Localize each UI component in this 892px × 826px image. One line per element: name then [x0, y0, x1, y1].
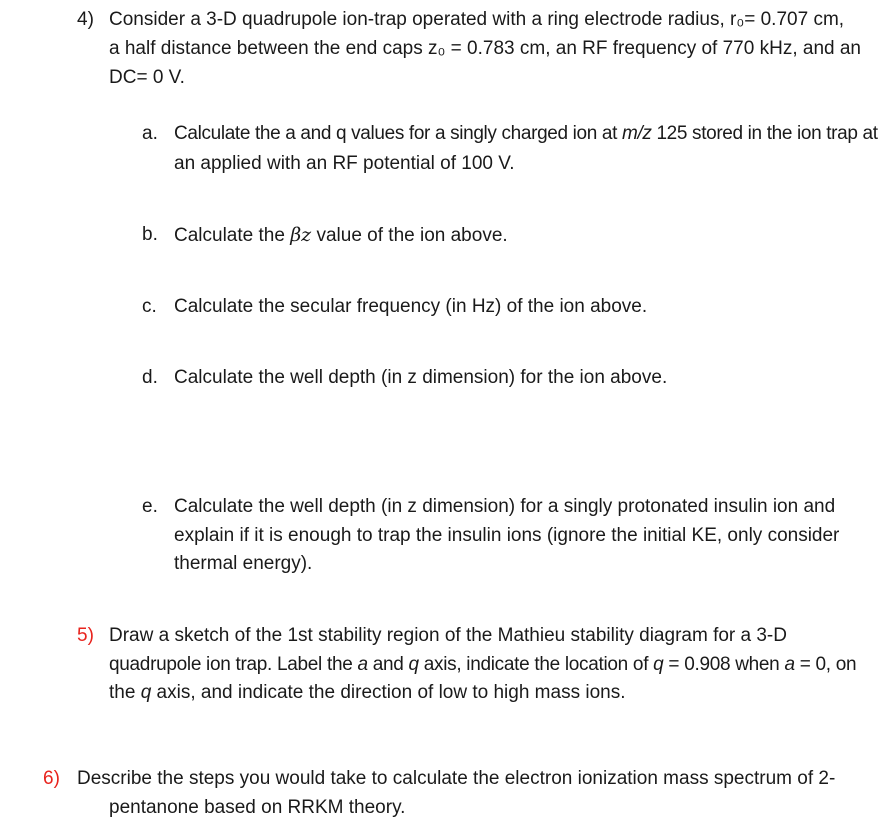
q5-text-1: quadrupole ion trap. Label the	[109, 654, 358, 675]
q5-text-2: and	[367, 654, 409, 675]
question-4-line-1: Consider a 3-D quadrupole ion-trap operated with a ring electrode radius, r₀= 0.707 cm,	[109, 9, 845, 30]
q5-var-q: q	[408, 654, 419, 675]
question-4-number: 4)	[77, 9, 94, 30]
part-e-line-3: thermal energy).	[174, 553, 313, 574]
part-a-text-post: 125 stored in the ion trap at	[651, 123, 878, 144]
part-d-label: d.	[142, 367, 158, 388]
part-d-line: Calculate the well depth (in z dimension) for the ion above.	[174, 367, 668, 388]
q5-text-5: = 0, on	[794, 654, 857, 675]
question-6-line-2: pentanone based on RRKM theory.	[109, 797, 406, 818]
question-5-line-3	[109, 679, 625, 707]
part-a-mz: m/z	[621, 123, 652, 144]
question-5-number: 5)	[77, 625, 94, 646]
q5-text-6: the	[109, 682, 141, 703]
part-a-line-1	[174, 120, 878, 148]
part-b-text-post: value of the ion above.	[311, 225, 508, 246]
q5-var-a: a	[357, 654, 368, 675]
q5-var-q-2: q	[653, 654, 664, 675]
part-c-line: Calculate the secular frequency (in Hz) of the ion above.	[174, 296, 648, 317]
part-e-label: e.	[142, 496, 158, 517]
part-b-label: b.	[142, 224, 158, 245]
question-4-line-2: a half distance between the end caps z₀ = 0.783 cm, an RF frequency of 770 kHz, and an	[109, 38, 861, 59]
q5-var-q-3: q	[140, 682, 152, 703]
part-a-line-2: an applied with an RF potential of 100 V.	[174, 153, 515, 174]
part-b-line	[174, 221, 508, 250]
q5-text-7: axis, and indicate the direction of low to high mass ions.	[151, 682, 626, 703]
question-6-number: 6)	[43, 768, 60, 789]
part-b-beta-z: βz	[290, 224, 312, 246]
question-4-line-3: DC= 0 V.	[109, 67, 185, 88]
question-5-line-1: Draw a sketch of the 1st stability region of the Mathieu stability diagram for a 3-D	[109, 625, 787, 646]
question-6-line-1: Describe the steps you would take to calculate the electron ionization mass spectrum of 2-	[77, 768, 836, 789]
q5-text-3: axis, indicate the location of	[418, 654, 654, 675]
part-e-line-1: Calculate the well depth (in z dimension) for a singly protonated insulin ion and	[174, 496, 836, 517]
q5-var-a-2: a	[784, 654, 795, 675]
part-b-text-pre: Calculate the	[174, 225, 291, 246]
part-e-line-2: explain if it is enough to trap the insulin ions (ignore the initial KE, only consider	[174, 525, 840, 546]
part-a-label: a.	[142, 123, 158, 144]
question-5-line-2	[109, 651, 856, 679]
q5-text-4: = 0.908 when	[663, 654, 785, 675]
part-c-label: c.	[142, 296, 157, 317]
part-a-text-pre: Calculate the a and q values for a singly charged ion at	[174, 123, 622, 144]
